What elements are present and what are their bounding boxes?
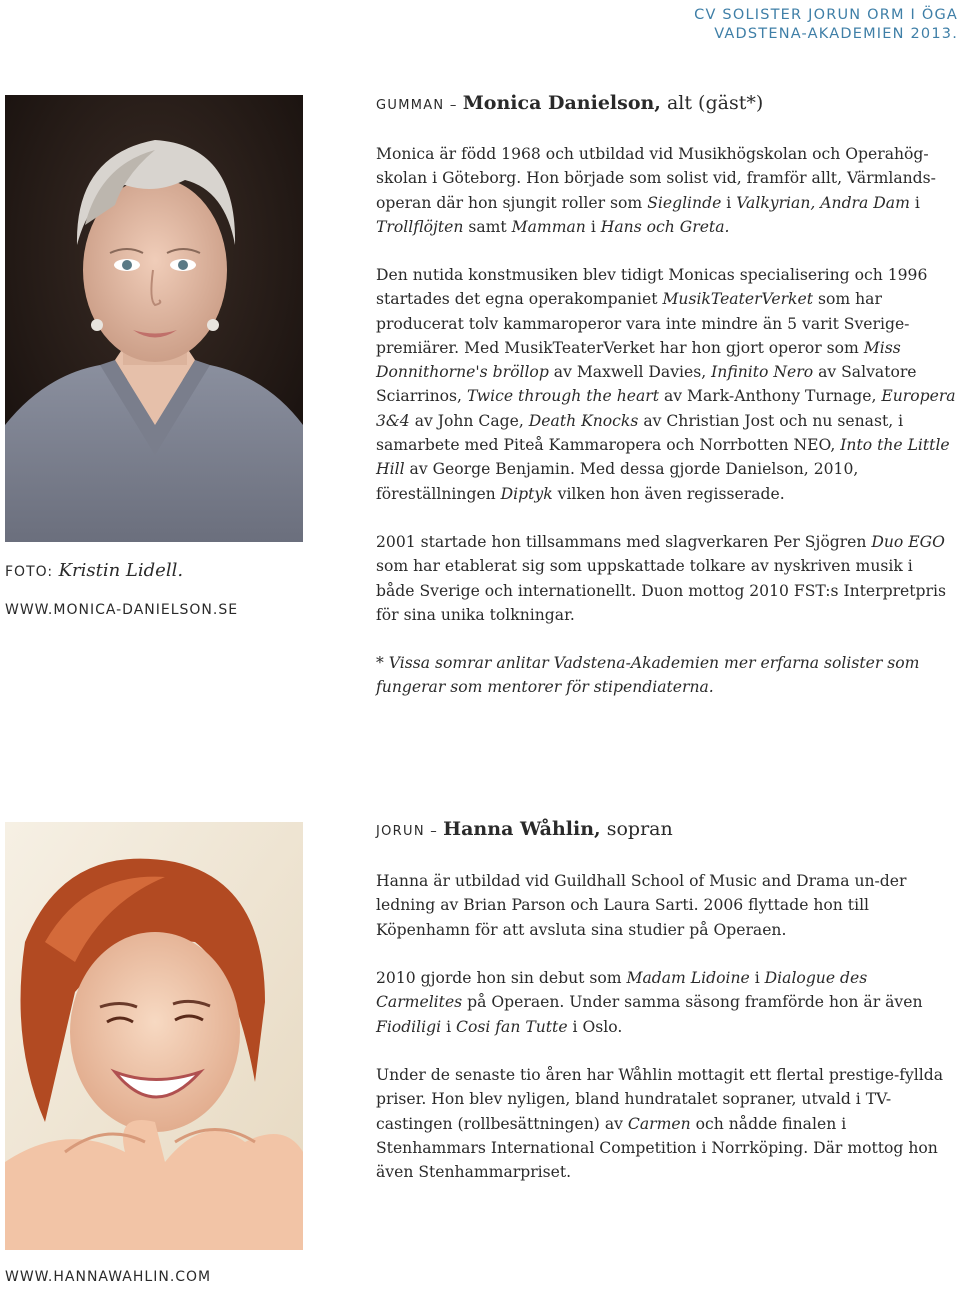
photo-caption-monica [5, 560, 183, 581]
bio-paragraph: 2010 gjorde hon sin debut som Madam Lidoine i Dialogue des Carmelites på Operaen. Under samma säsong framförde hon är även Fiodiligi i Cosi fan Tutte i Oslo. [376, 969, 923, 1036]
soloist-name: Hanna Wåhlin, [443, 818, 601, 840]
bio-paragraph: 2001 startade hon tillsammans med slagverkaren Per Sjögren Duo EGO som har etablerat sig som uppskattade tolkare av nyskriven musik i både Sverige och internationellt. Duon mottog 2010 FST:s Interpretpris för sina unika tolkningar. [376, 533, 946, 624]
soloist-voice: sopran [600, 818, 673, 840]
bio-hanna-3 [376, 1063, 946, 1184]
page-header [694, 6, 958, 44]
soloist-heading-monica [376, 92, 763, 114]
role-label: JORUN – [376, 824, 439, 839]
footnote [376, 651, 956, 700]
header-line-1: CV SOLISTER JORUN ORM I ÖGA [694, 7, 958, 23]
role-label: GUMMAN – [376, 98, 458, 113]
bio-paragraph: Under de senaste tio åren har Wåhlin mottagit ett flertal prestige-fyllda priser. Hon blev nyligen, bland hundratalet sopraner, utvald i TV-castingen (rollbesättningen) av Carmen och nådde finalen i Stenhammars International Competition i Norrköping. Där mottog hon även Stenhammarpriset. [376, 1066, 944, 1182]
bio-monica-2 [376, 263, 956, 506]
bio-paragraph: Hanna är utbildad vid Guildhall School of Music and Drama un-der ledning av Brian Parson och Laura Sarti. 2006 flyttade hon till Köpenhamn för att avsluta sina studier på Operaen. [376, 872, 907, 939]
website-link-hanna[interactable]: WWW.HANNAWAHLIN.COM [5, 1269, 212, 1285]
soloist-heading-hanna [376, 818, 673, 840]
portrait-photo-hanna [5, 822, 303, 1250]
bio-paragraph: Den nutida konstmusiken blev tidigt Monicas specialisering och 1996 startades det egna operakompaniet MusikTeaterVerket som har producerat tolv kammaroperor vara inte mindre än 5 varit Sverige-premiärer. Med MusikTeaterVerket har hon gjort operor som Miss Donnithorne's bröllop av Maxwell Davies, Infinito Nero av Salvatore Sciarrinos, Twice through the heart av Mark-Anthony Turnage, Europera 3&4 av John Cage, Death Knocks av Christian Jost och nu senast, i samarbete med Piteå Kammaropera och Norrbotten NEO, Into the Little Hill av George Benjamin. Med dessa gjorde Danielson, 2010, föreställningen Diptyk vilken hon även regisserade. [376, 266, 956, 503]
website-link-monica[interactable]: WWW.MONICA-DANIELSON.SE [5, 602, 239, 618]
soloist-name: Monica Danielson, [462, 92, 661, 114]
photo-credit: Kristin Lidell. [58, 560, 184, 581]
bio-monica [376, 142, 956, 239]
soloist-voice: alt (gäst*) [660, 92, 764, 114]
footnote-star: * [376, 654, 389, 672]
portrait-photo-monica [5, 95, 303, 542]
footnote-text: Vissa somrar anlitar Vadstena-Akademien mer erfarna solister som fungerar som mentorer för stipendiaterna. [376, 654, 920, 697]
bio-paragraph: Monica är född 1968 och utbildad vid Musikhögskolan och Operahög-skolan i Göteborg. Hon började som solist vid, framför allt, Värmlands-operan där hon sjungit roller som Sieglinde i Valkyrian, Andra Dam i Trollflöjten samt Mamman i Hans och Greta. [376, 145, 936, 236]
bio-hanna [376, 869, 936, 942]
photo-caption-label: FOTO: [5, 564, 54, 580]
header-line-2: VADSTENA-AKADEMIEN 2013. [714, 26, 958, 42]
bio-hanna-2 [376, 966, 956, 1039]
bio-monica-3 [376, 530, 956, 627]
